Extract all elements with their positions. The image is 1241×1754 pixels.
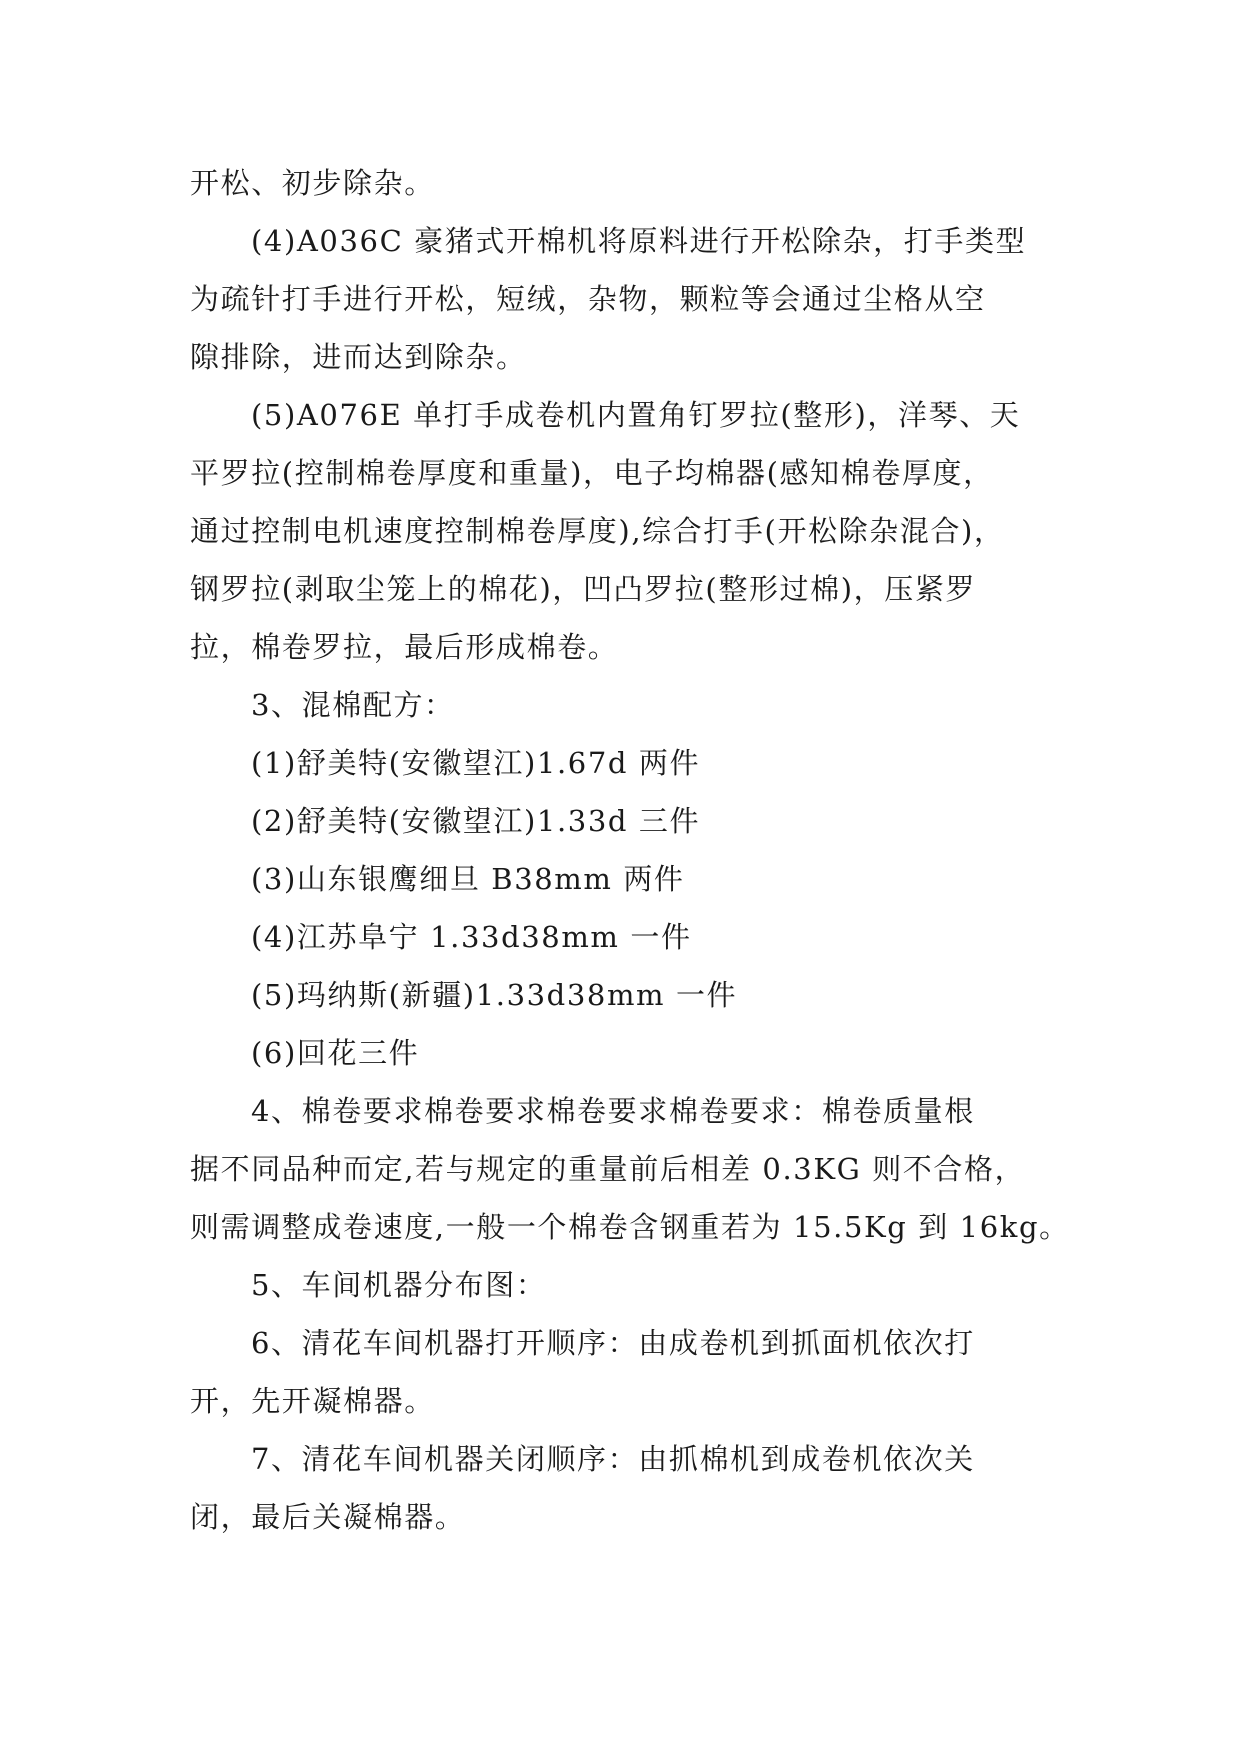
list-item: (6)回花三件	[251, 1036, 420, 1070]
text-line: 平罗拉(控制棉卷厚度和重量)，电子均棉器(感知棉卷厚度，	[190, 456, 994, 490]
document-body	[190, 154, 1070, 1546]
list-item: (3)山东银鹰细旦 B38mm 两件	[251, 862, 685, 896]
list-item: (4)江苏阜宁 1.33d38mm 一件	[251, 920, 692, 954]
list-item: (1)舒美特(安徽望江)1.67d 两件	[251, 746, 701, 780]
list-item: (5)玛纳斯(新疆)1.33d38mm 一件	[251, 978, 738, 1012]
text-line: 据不同品种而定,若与规定的重量前后相差 0.3KG 则不合格，	[190, 1152, 1026, 1186]
text-line: 闭，最后关凝棉器。	[190, 1500, 466, 1534]
text-line: 隙排除，进而达到除杂。	[190, 340, 527, 374]
text-line: 则需调整成卷速度,一般一个棉卷含钢重若为 15.5Kg 到 16kg。	[190, 1210, 1070, 1244]
text-line: (5)A076E 单打手成卷机内置角钉罗拉(整形)，洋琴、天	[251, 398, 1021, 432]
section-heading: 3、混棉配方：	[251, 688, 455, 722]
text-line: 开松、初步除杂。	[190, 166, 435, 200]
text-line: 为疏针打手进行开松，短绒，杂物，颗粒等会通过尘格从空	[190, 282, 986, 316]
text-line: 开，先开凝棉器。	[190, 1384, 435, 1418]
section-heading: 4、棉卷要求棉卷要求棉卷要求棉卷要求：棉卷质量根	[251, 1094, 975, 1128]
text-line: 通过控制电机速度控制棉卷厚度),综合打手(开松除杂混合)，	[190, 514, 1005, 548]
section-heading: 7、清花车间机器关闭顺序：由抓棉机到成卷机依次关	[251, 1442, 975, 1476]
text-line: (4)A036C 豪猪式开棉机将原料进行开松除杂，打手类型	[251, 224, 1027, 258]
text-line: 钢罗拉(剥取尘笼上的棉花)，凹凸罗拉(整形过棉)，压紧罗	[190, 572, 977, 606]
section-heading: 5、车间机器分布图：	[251, 1268, 547, 1302]
text-line: 拉，棉卷罗拉，最后形成棉卷。	[190, 630, 619, 664]
section-heading: 6、清花车间机器打开顺序：由成卷机到抓面机依次打	[251, 1326, 975, 1360]
list-item: (2)舒美特(安徽望江)1.33d 三件	[251, 804, 701, 838]
